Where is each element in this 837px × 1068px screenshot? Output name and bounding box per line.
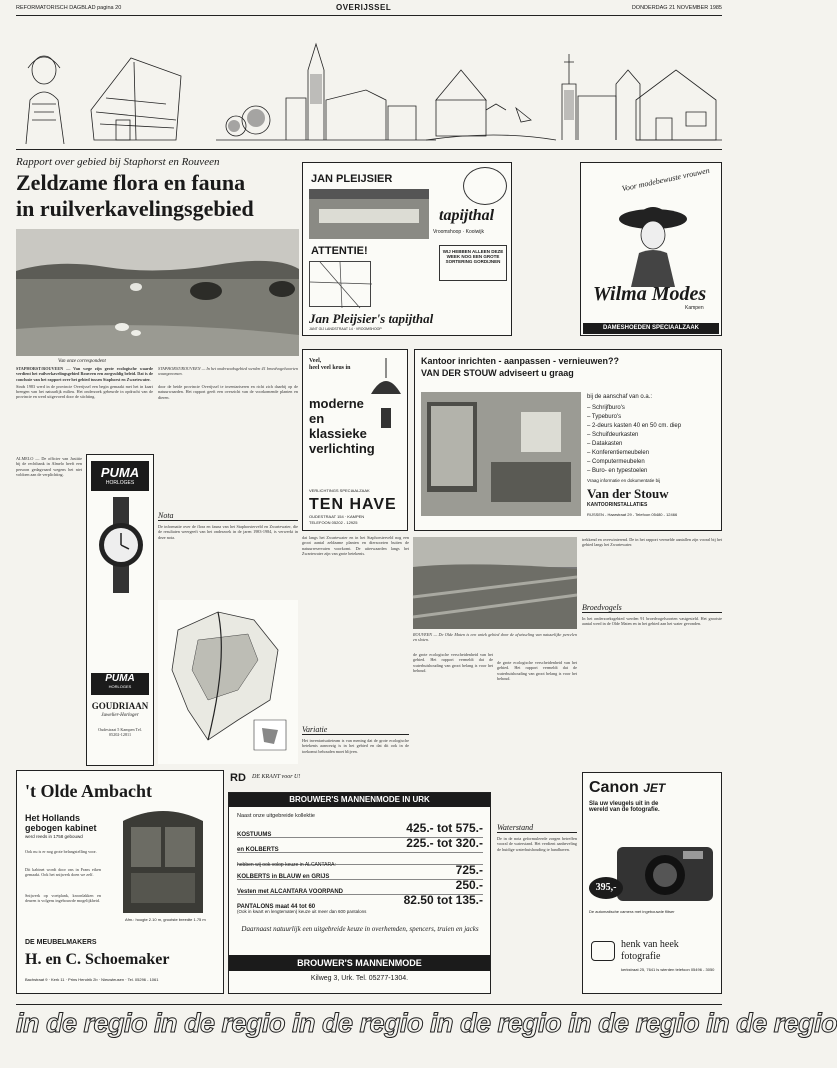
price-row-label: hebben wij ook volop keuze in ALCANTARA:	[237, 862, 336, 868]
stouw-list-item: – Schrijfburo's	[587, 405, 625, 411]
pleijsier-building	[309, 189, 429, 239]
pleijsier-offer: WIJ HEBBEN ALLEEN DEZE WEEK NOG EEN GROTE SORTERING GORDIJNEN	[439, 245, 507, 281]
header-right: DONDERDAG 21 NOVEMBER 1985	[631, 5, 722, 11]
canon-small: De automatische camera met ingebouwde flitser	[589, 909, 675, 914]
waterstand-body: De in de nota geformuleerde zorgen betreffen vooral de waterstand. Het verdient aanbeveling de huidige waterhuishouding te handhaven.	[497, 836, 577, 852]
stouw-sub: KANTOORINSTALLATIES	[587, 502, 648, 508]
header-left: REFORMATORISCH DAGBLAD pagina 20	[16, 5, 122, 11]
mannenmode-header: BROUWER'S MANNENMODE IN URK	[229, 793, 490, 807]
article-headline-line2: in ruilverkavelingsgebied	[16, 196, 254, 221]
pleijsier-seal	[463, 167, 507, 205]
mannenmode-slogan: Daarnaast natuurlijk een uitgebreide keuze in overhemden, spencers, truien en jacks	[241, 925, 479, 933]
ambacht-p3: Snijwerk op voetplank, kroonlakken en deuren is volgens ingebouwde mogelijkheid.	[25, 893, 101, 904]
price-row-label: en KOLBERTS	[237, 847, 279, 853]
puma-ad[interactable]	[86, 454, 154, 766]
price-row-label: Vesten met ALCANTARA VOORPAND	[237, 889, 344, 895]
stouw-list-item: – Konferentiemeubelen	[587, 450, 650, 456]
header-rule	[16, 15, 722, 16]
footer-rule	[16, 1004, 722, 1005]
ambacht-caption: Afm.: hoogte 2.10 m, grootste breedte 1.75 m	[125, 917, 206, 922]
price-row-price: 725.-	[455, 863, 483, 877]
ambacht-address: Bachstraat 9 · Kerk 11 · Prins Hendrik 2b · Nieuwleusen · Tel. 05296 - 1061	[25, 977, 159, 982]
column4-body: de grote ecologische verscheidenheid van het gebied. Het rapport vermeldt dat de waterhuishouding van groot belang is voor het behoud.	[413, 652, 493, 673]
price-row-price: 250.-	[455, 878, 483, 892]
tenhave-ad[interactable]	[302, 349, 408, 531]
canon-ad[interactable]	[582, 772, 722, 994]
column5-body: trekkend en overwinterend. De in het rapport vermelde aantallen zijn vooral bij het gebied langs het Zwartewater.	[582, 537, 722, 548]
price-row-label: PANTALONS maat 44 tot 60	[237, 904, 316, 910]
pleijsier-map	[309, 261, 371, 307]
stouw-list-item: – 2-deurs kasten 40 en 50 cm. diep	[587, 423, 682, 429]
header-center: OVERIJSSEL	[336, 3, 392, 12]
masthead-rule	[16, 149, 722, 150]
stouw-address: RIJSSEN - Haarstraat 29 - Telefoon 05480 - 12466	[587, 512, 678, 517]
article-kicker: Rapport over gebied bij Staphorst en Rouveen	[16, 156, 220, 168]
price-row-price: 225.- tot 320.-	[406, 836, 483, 850]
hat-woman-illustration	[617, 197, 689, 287]
variatie-body: Het inventarisatieteam is van mening dat de grote ecologische betekenis aanwezig is in het gebied en dat dit ook in de toekomst behouden moet blijven.	[302, 738, 409, 754]
footer-banner: in de regio in de regio in de regio in de regio in de regio in de regio	[16, 1008, 837, 1038]
mannenmode-note: (Ook in kwart en lengtematen) keuze uit meer dan 600 pantalons	[237, 909, 367, 914]
tenhave-small: VERLICHTINGS SPECIAALZAAK	[309, 488, 370, 493]
pleijsier-town: Vroomshoop · Kooiwijk	[433, 229, 484, 235]
stouw-ad[interactable]	[414, 349, 722, 531]
wilma-ad[interactable]	[580, 162, 722, 336]
almelo-text: ALMELO — De officier van Justitie bij de rechtbank in Almelo heeft een persoon gedagvaard wegens het niet voldoen aan de verplichting.	[16, 456, 82, 477]
price-row	[237, 838, 483, 853]
tenhave-address: OUDESTRAAT 154 · KAMPEN	[309, 514, 365, 519]
canon-price: 395,-	[589, 877, 623, 899]
stouw-logo: Van der Stouw	[587, 486, 669, 501]
article-body-text: Sinds 1983 werd in de provincie Overijssel een begin gemaakt met het in kaart brengen van het natuurlijk milieu. Het onderzoek gebeurde in opdracht van de provincie en werd uitgevoerd door de stichting.	[16, 383, 153, 400]
photo-caption: Van onze correspondent	[58, 359, 106, 364]
article-photo	[16, 229, 299, 356]
mannenmode-intro: Naast onze uitgebreide kollektie	[237, 813, 315, 819]
price-row-label: KOLBERTS in BLAUW en GRIJS	[237, 874, 330, 880]
canon-shop2: fotografie	[621, 951, 661, 962]
cabinet-illustration	[113, 801, 213, 913]
pleijsier-ad[interactable]	[302, 162, 512, 336]
ambacht-h3: werd reeds in 1758 gebouwd	[25, 834, 83, 839]
stouw-list	[587, 404, 717, 476]
ambacht-ad[interactable]	[16, 770, 224, 994]
puma-logo-top	[91, 461, 149, 491]
tenhave-name: TEN HAVE	[309, 496, 397, 513]
puma-brandsub-top: HORLOGES	[105, 480, 135, 486]
pleijsier-address: JANT GIJ LANDSTRAAT 14 · VROOMSHOOP	[309, 327, 382, 331]
broedvogels-heading: Broedvogels	[582, 603, 722, 613]
waterstand-heading: Waterstand	[497, 823, 577, 833]
ambacht-h2: gebogen kabinet	[25, 823, 97, 833]
goudriaan-name: GOUDRIAAN	[91, 701, 149, 711]
tenhave-phone: TELEFOON 05202 - 12925	[309, 520, 358, 525]
stouw-lead: bij de aanschaf van o.a.:	[587, 394, 653, 400]
wilma-town: Kampen	[685, 305, 704, 311]
price-row-price: 82.50 tot 135.-	[403, 893, 483, 907]
watch-icon	[95, 497, 147, 593]
canon-address: kerkstraat 25, 7641 ls wierden telefoon 05496 - 3050	[621, 967, 715, 972]
canon-brand	[589, 779, 717, 797]
mannenmode-footer: BROUWER'S MANNENMODE	[229, 955, 490, 971]
wilma-name: Wilma Modes	[593, 283, 707, 305]
lamp-illustration	[367, 358, 405, 428]
mannenmode-price-rows	[237, 823, 483, 909]
variatie-heading: Variatie	[302, 725, 409, 735]
price-row-price: 425.- tot 575.-	[406, 821, 483, 835]
puma-brand-top: PUMA	[100, 465, 140, 480]
canon-shop: henk van heek	[621, 939, 679, 950]
stouw-headline1: Kantoor inrichten - aanpassen - vernieuwen??	[421, 356, 620, 366]
camera-illustration	[613, 833, 717, 905]
krant-tag-rd: RD	[230, 772, 246, 784]
goudriaan-address: Oudestraat 5 Kampen Tel. 05202-12811	[98, 727, 142, 738]
tenhave-line3: klassieke	[309, 426, 367, 441]
page-header	[16, 3, 722, 15]
column2-caption: STAPHORST/ROUVEEN — In het onderzoeksgebied werden 41 broedvogelsoorten waargenomen.	[158, 366, 298, 377]
ambacht-h1: Het Hollands	[25, 813, 81, 823]
article-lead	[16, 366, 153, 454]
nota-body: De informatie over de flora en fauna van het Staphorsterveld en Zwartewater, die de resultaten weergeeft van het onderzoek in de jaren 1983-1984, is verwerkt in deze nota.	[158, 524, 298, 540]
canon-model: JET	[643, 781, 666, 795]
column3-body: dat langs het Zwartewater en in het Staphorsterveld nog een groot aantal zeldzame planten en diersoorten buiten de natuurreservaten voorkomt. De uiterwaarden langs het Zwartewater zijn van grote betekenis.	[302, 535, 409, 556]
nota-heading: Nota	[158, 511, 298, 521]
rouveen-caption: ROUVEEN — De Olde Maten is een uniek gebied door de afwisseling van natuurlijke percelen en sloten.	[413, 632, 577, 643]
tenhave-line2: en	[309, 411, 325, 426]
column2-body: door de beide provincie Overijssel te inventariseren en richt zich daarbij op de natuurwaarden. Het rapport geeft een overzicht van de voorkomende planten en dieren.	[158, 384, 298, 400]
area-map	[158, 600, 298, 764]
goudriaan-sub: Juwelier-Horloger	[101, 713, 139, 718]
stouw-list-item: – Computermeubelen	[587, 459, 645, 465]
tenhave-line1: moderne	[309, 396, 364, 411]
stouw-list-item: – Buro- en typestoelen	[587, 468, 648, 474]
price-row	[237, 865, 483, 880]
tenhave-lead1: Veel,	[309, 358, 322, 364]
pleijsier-title: JAN PLEIJSIER	[311, 173, 393, 185]
canon-brand-name: Canon	[589, 779, 639, 796]
ambacht-p1: Ook nu is er nog grote belangstelling voor.	[25, 849, 97, 854]
stouw-list-item: – Schuifdeurkasten	[587, 432, 639, 438]
ambacht-makers: DE MEUBELMAKERS	[25, 939, 97, 946]
puma-brandsub-bottom: HORLOGES	[108, 684, 132, 689]
article-headline-line1: Zeldzame flora en fauna	[16, 170, 246, 195]
camera-logo-icon	[591, 941, 615, 961]
tenhave-lead2: heel veel keus in	[309, 365, 351, 371]
wilma-footer: DAMESHOEDEN SPECIAALZAAK	[583, 323, 719, 334]
krant-tag	[230, 772, 312, 788]
rouveen-photo	[413, 537, 577, 629]
pleijsier-script-logo: tapijthal	[439, 207, 495, 224]
price-row	[237, 895, 483, 909]
stouw-info: Vraag informatie en dokumentatie bij	[587, 478, 661, 483]
stouw-list-item: – Datakasten	[587, 441, 623, 447]
mannenmode-address: Kilweg 3, Urk. Tel. 05277-1304.	[310, 975, 409, 982]
masthead-illustration	[16, 40, 722, 144]
ambacht-title: 't Olde Ambacht	[25, 781, 153, 801]
pleijsier-footer: Jan Pleijsier's tapijthal	[309, 311, 434, 326]
krant-tag-text: DE KRANT voor U!	[252, 774, 301, 780]
column4-body-lower: de grote ecologische verscheidenheid van het gebied. Het rapport vermeldt dat de waterhuishouding van groot belang is voor het behoud.	[497, 660, 577, 681]
stouw-list-item: – Typeburo's	[587, 414, 622, 420]
stouw-headline2: VAN DER STOUW adviseert u graag	[421, 368, 574, 378]
puma-logo-bottom	[91, 673, 149, 695]
puma-brand-bottom: PUMA	[105, 673, 135, 684]
price-row-label: KOSTUUMS	[237, 832, 272, 838]
ambacht-p2: Dit kabinet wordt door ons in Frans eiken gemaakt. Ook het snijwerk doen we zelf.	[25, 867, 101, 878]
article-lead-text: STAPHORST/ROUVEEN — Van wege zijn grote ecologische waarde verdient het ruilverkavelingsgebied Rouveen een zorgvuldig beleid. Dat is de conclusie van het rapport over het gebied tussen Staphorst en Zwartewater.	[16, 366, 153, 382]
ambacht-name: H. en C. Schoemaker	[25, 951, 170, 968]
mannenmode-ad[interactable]	[228, 792, 491, 994]
tenhave-line4: verlichting	[309, 441, 375, 456]
canon-headline: Sla uw vleugels uit in de wereld van de fotografie.	[589, 801, 660, 813]
broedvogels-body: In het onderzoeksgebied werden 91 broedvogelsoorten vastgesteld. Het grootste aantal werd in de Olde Maten en in het gebied aan het water gevonden.	[582, 616, 722, 627]
pleijsier-attention: ATTENTIE!	[311, 245, 368, 257]
office-furniture-photo	[421, 392, 581, 516]
wilma-badge: Voor modebewuste vrouwen	[621, 165, 711, 194]
price-row	[237, 853, 483, 868]
